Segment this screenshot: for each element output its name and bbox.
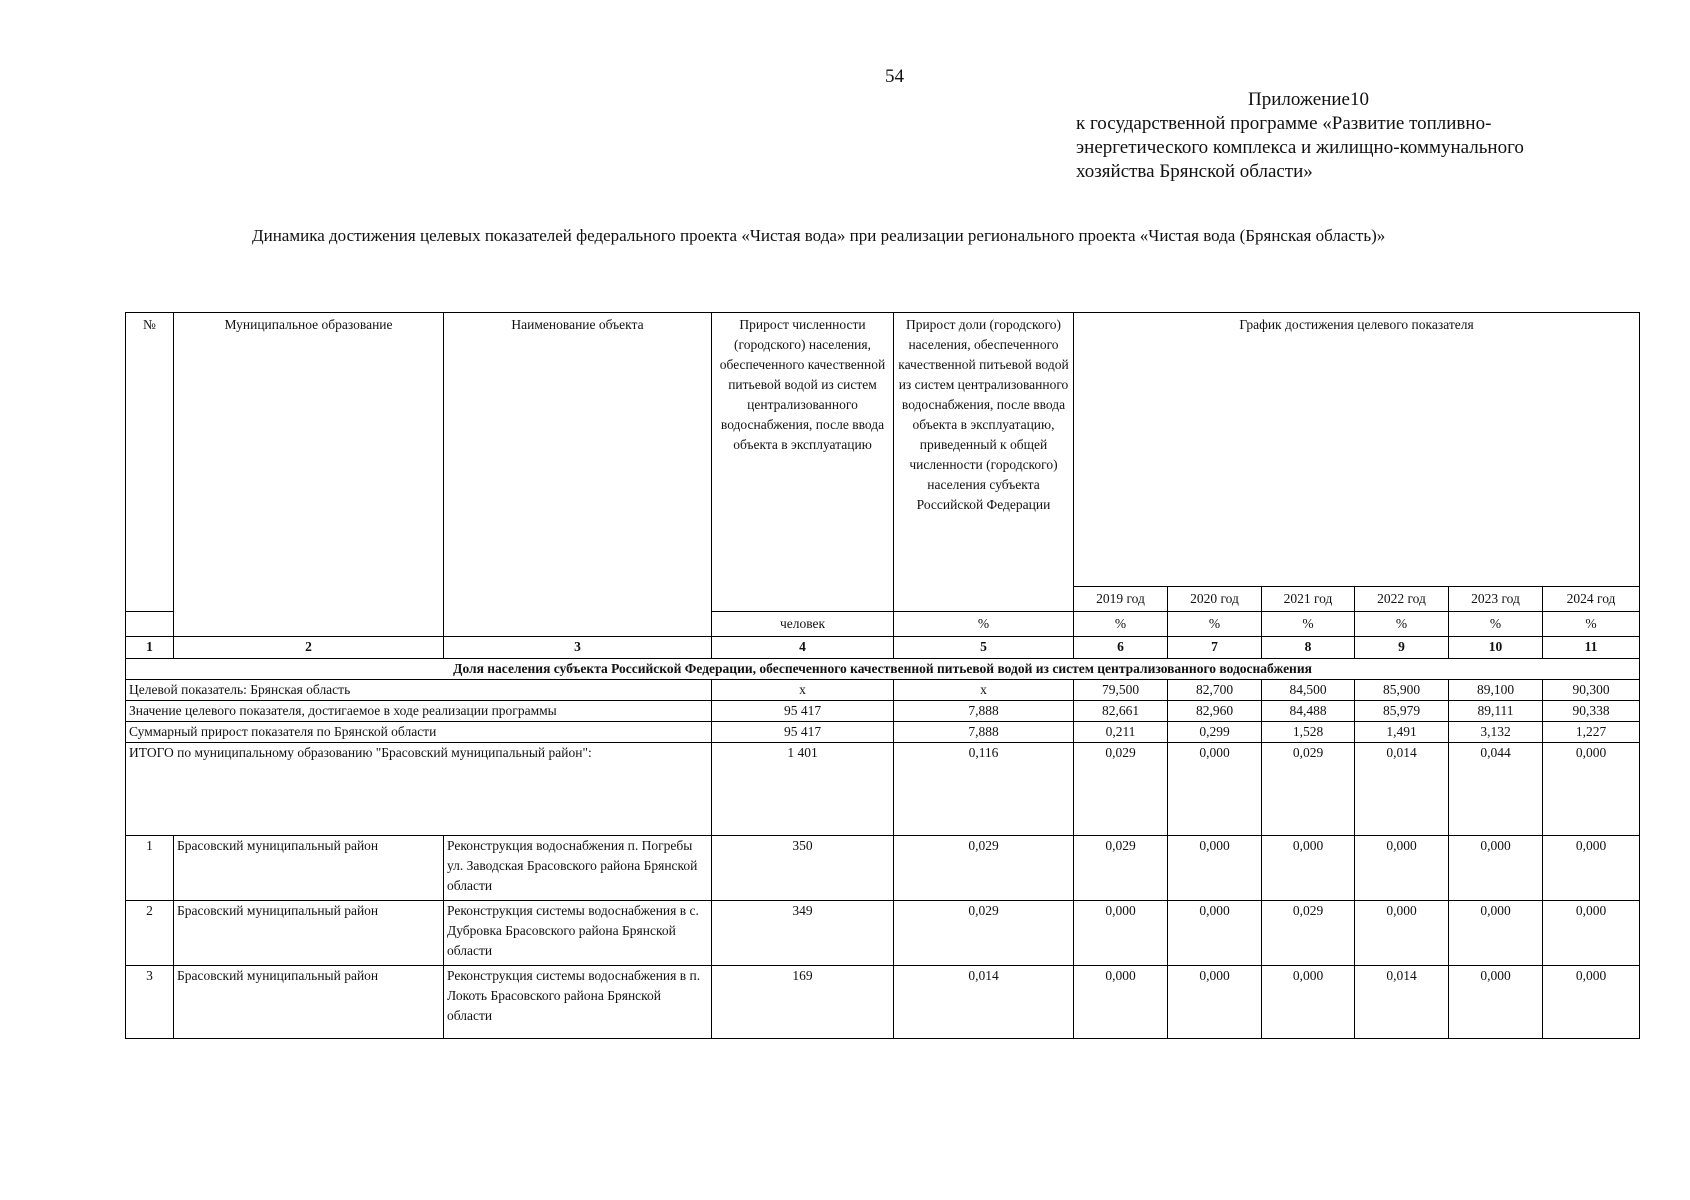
year-value: 0,029 bbox=[1262, 901, 1355, 966]
indicator-table bbox=[125, 312, 1640, 1039]
year-value: 0,000 bbox=[1355, 836, 1449, 901]
column-number: 7 bbox=[1168, 637, 1262, 659]
year-value: 0,000 bbox=[1543, 743, 1640, 836]
year-value: 0,000 bbox=[1168, 901, 1262, 966]
header-year: 2024 год bbox=[1543, 587, 1640, 612]
population-value: 350 bbox=[712, 836, 894, 901]
year-value: 0,000 bbox=[1449, 966, 1543, 1039]
header-year: 2022 год bbox=[1355, 587, 1449, 612]
header-municipality: Муниципальное образование bbox=[174, 313, 444, 637]
header-row bbox=[126, 313, 1640, 587]
share-value: 0,029 bbox=[894, 836, 1074, 901]
year-value: 1,491 bbox=[1355, 722, 1449, 743]
header-year: 2021 год bbox=[1262, 587, 1355, 612]
year-value: 1,528 bbox=[1262, 722, 1355, 743]
column-number: 8 bbox=[1262, 637, 1355, 659]
column-number: 11 bbox=[1543, 637, 1640, 659]
year-value: 0,000 bbox=[1543, 966, 1640, 1039]
year-value: 0,029 bbox=[1262, 743, 1355, 836]
achieved-row bbox=[126, 701, 1640, 722]
row-label: Целевой показатель: Брянская область bbox=[126, 680, 712, 701]
population-value: 169 bbox=[712, 966, 894, 1039]
section-title: Доля населения субъекта Российской Федерации, обеспеченного качественной питьевой водой из систем централизованного водоснабжения bbox=[126, 659, 1640, 680]
year-value: 85,979 bbox=[1355, 701, 1449, 722]
column-number: 5 bbox=[894, 637, 1074, 659]
year-value: 84,500 bbox=[1262, 680, 1355, 701]
municipality-cell: Брасовский муниципальный район bbox=[174, 836, 444, 901]
year-value: 0,044 bbox=[1449, 743, 1543, 836]
year-value: 0,000 bbox=[1074, 901, 1168, 966]
year-value: 0,000 bbox=[1543, 836, 1640, 901]
population-value: 95 417 bbox=[712, 701, 894, 722]
unit-year: % bbox=[1355, 612, 1449, 637]
sum-row bbox=[126, 722, 1640, 743]
unit-percent: % bbox=[894, 612, 1074, 637]
header-year: 2023 год bbox=[1449, 587, 1543, 612]
municipality-cell: Брасовский муниципальный район bbox=[174, 966, 444, 1039]
share-value: 0,014 bbox=[894, 966, 1074, 1039]
year-value: 89,111 bbox=[1449, 701, 1543, 722]
row-num: 1 bbox=[126, 836, 174, 901]
column-number: 3 bbox=[444, 637, 712, 659]
year-value: 0,000 bbox=[1168, 966, 1262, 1039]
year-value: 0,000 bbox=[1543, 901, 1640, 966]
column-number: 10 bbox=[1449, 637, 1543, 659]
year-value: 0,029 bbox=[1074, 743, 1168, 836]
column-number: 6 bbox=[1074, 637, 1168, 659]
appendix-line: энергетического комплекса и жилищно-коммунального bbox=[1076, 137, 1524, 158]
population-value: 95 417 bbox=[712, 722, 894, 743]
object-cell: Реконструкция системы водоснабжения в п. Локоть Брасовского района Брянской области bbox=[444, 966, 712, 1039]
year-value: 0,014 bbox=[1355, 966, 1449, 1039]
year-value: 0,000 bbox=[1262, 836, 1355, 901]
total-row bbox=[126, 743, 1640, 836]
year-value: 0,000 bbox=[1168, 836, 1262, 901]
year-value: 0,000 bbox=[1355, 901, 1449, 966]
header-population-increase: Прирост численности (городского) населения, обеспеченного качественной питьевой водой из систем централизованного водоснабжения, после ввода объекта в эксплуатацию bbox=[712, 313, 894, 612]
header-year: 2020 год bbox=[1168, 587, 1262, 612]
year-value: 82,661 bbox=[1074, 701, 1168, 722]
unit-year: % bbox=[1262, 612, 1355, 637]
year-value: 0,000 bbox=[1449, 836, 1543, 901]
table-row bbox=[126, 836, 1640, 901]
share-value: 0,116 bbox=[894, 743, 1074, 836]
section-row bbox=[126, 659, 1640, 680]
page-number: 54 bbox=[885, 66, 904, 87]
municipality-cell: Брасовский муниципальный район bbox=[174, 901, 444, 966]
column-number: 9 bbox=[1355, 637, 1449, 659]
year-value: 3,132 bbox=[1449, 722, 1543, 743]
unit-population: человек bbox=[712, 612, 894, 637]
table-row bbox=[126, 901, 1640, 966]
appendix-line: к государственной программе «Развитие топливно- bbox=[1076, 113, 1492, 134]
year-value: 0,211 bbox=[1074, 722, 1168, 743]
appendix-title: Приложение10 bbox=[1248, 89, 1369, 110]
header-year: 2019 год bbox=[1074, 587, 1168, 612]
unit-year: % bbox=[1168, 612, 1262, 637]
year-value: 84,488 bbox=[1262, 701, 1355, 722]
row-label: Значение целевого показателя, достигаемое в ходе реализации программы bbox=[126, 701, 712, 722]
unit-year: % bbox=[1543, 612, 1640, 637]
column-number-row bbox=[126, 637, 1640, 659]
header-schedule: График достижения целевого показателя bbox=[1074, 313, 1640, 587]
row-num: 2 bbox=[126, 901, 174, 966]
year-value: 85,900 bbox=[1355, 680, 1449, 701]
table-row bbox=[126, 966, 1640, 1039]
year-value: 1,227 bbox=[1543, 722, 1640, 743]
unit-year: % bbox=[1449, 612, 1543, 637]
target-row bbox=[126, 680, 1640, 701]
year-value: 0,000 bbox=[1074, 966, 1168, 1039]
row-label: ИТОГО по муниципальному образованию "Брасовский муниципальный район": bbox=[126, 743, 712, 836]
header-share-increase: Прирост доли (городского) населения, обеспеченного качественной питьевой водой из систем централизованного водоснабжения, после ввода объекта в эксплуатацию, приведенный к общей численности (городского) населения субъекта Российской Федерации bbox=[894, 313, 1074, 612]
year-value: 0,000 bbox=[1262, 966, 1355, 1039]
population-value: х bbox=[712, 680, 894, 701]
year-value: 79,500 bbox=[1074, 680, 1168, 701]
column-number: 2 bbox=[174, 637, 444, 659]
appendix-block bbox=[1076, 88, 1524, 184]
appendix-line: хозяйства Брянской области» bbox=[1076, 161, 1313, 182]
share-value: 7,888 bbox=[894, 701, 1074, 722]
row-num: 3 bbox=[126, 966, 174, 1039]
year-value: 90,300 bbox=[1543, 680, 1640, 701]
share-value: 0,029 bbox=[894, 901, 1074, 966]
unit-year: % bbox=[1074, 612, 1168, 637]
year-value: 0,299 bbox=[1168, 722, 1262, 743]
year-value: 0,000 bbox=[1449, 901, 1543, 966]
year-value: 0,029 bbox=[1074, 836, 1168, 901]
year-value: 0,014 bbox=[1355, 743, 1449, 836]
year-value: 82,700 bbox=[1168, 680, 1262, 701]
year-value: 0,000 bbox=[1168, 743, 1262, 836]
year-value: 82,960 bbox=[1168, 701, 1262, 722]
year-value: 90,338 bbox=[1543, 701, 1640, 722]
unit-empty bbox=[126, 612, 174, 637]
share-value: х bbox=[894, 680, 1074, 701]
document-title: Динамика достижения целевых показателей федерального проекта «Чистая вода» при реализации регионального проекта «Чистая вода (Брянская область)» bbox=[252, 226, 1386, 245]
header-num: № bbox=[126, 313, 174, 612]
column-number: 4 bbox=[712, 637, 894, 659]
object-cell: Реконструкция водоснабжения п. Погребы ул. Заводская Брасовского района Брянской области bbox=[444, 836, 712, 901]
object-cell: Реконструкция системы водоснабжения в с. Дубровка Брасовского района Брянской области bbox=[444, 901, 712, 966]
share-value: 7,888 bbox=[894, 722, 1074, 743]
column-number: 1 bbox=[126, 637, 174, 659]
row-label: Суммарный прирост показателя по Брянской области bbox=[126, 722, 712, 743]
header-object: Наименование объекта bbox=[444, 313, 712, 637]
year-value: 89,100 bbox=[1449, 680, 1543, 701]
population-value: 349 bbox=[712, 901, 894, 966]
population-value: 1 401 bbox=[712, 743, 894, 836]
